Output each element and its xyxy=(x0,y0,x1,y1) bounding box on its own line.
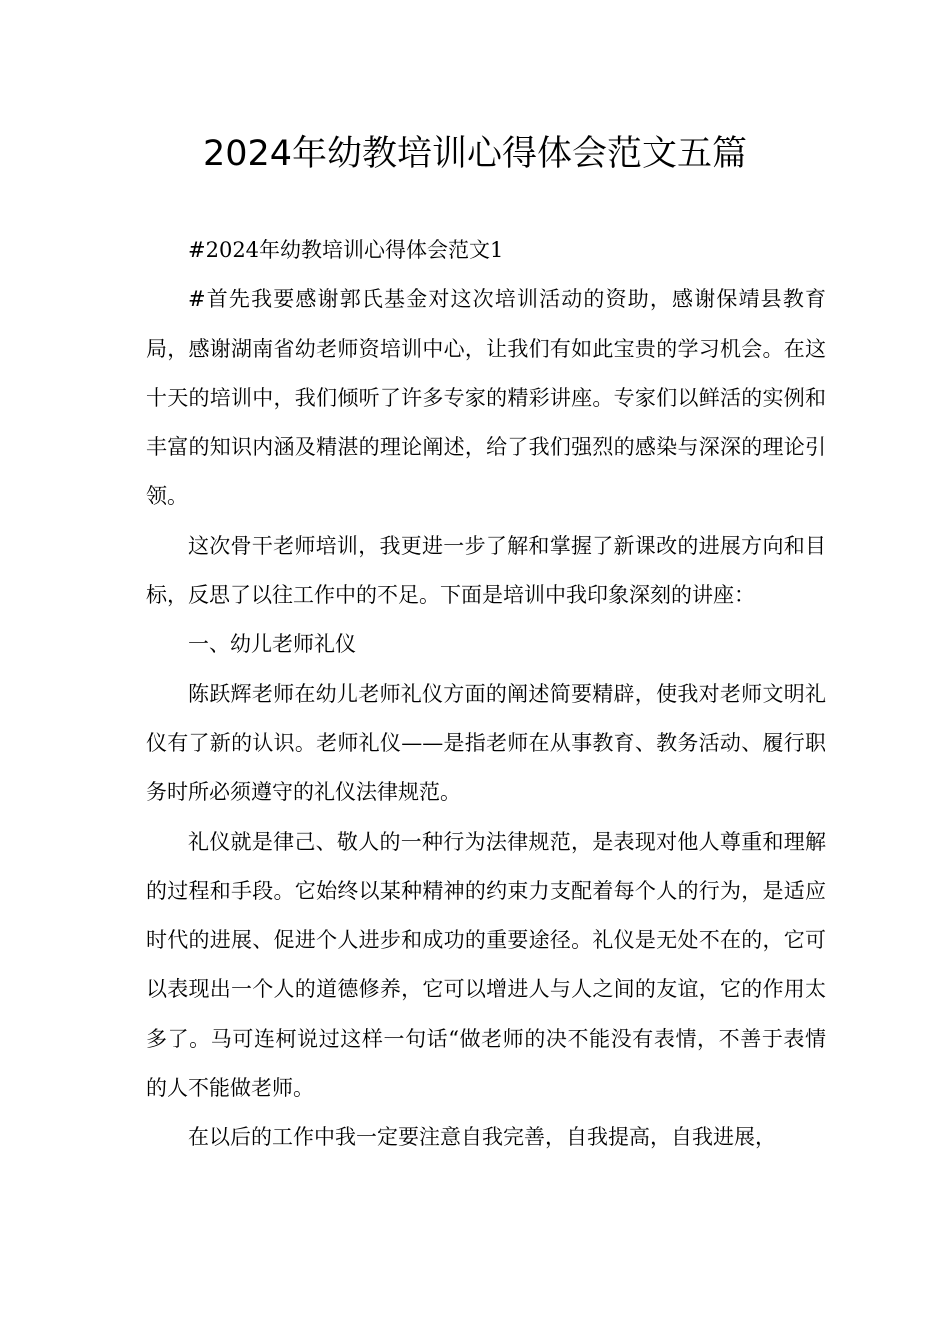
subheading: 一、幼儿老师礼仪 xyxy=(188,632,356,657)
section-heading: #2024年幼教培训心得体会范文1 xyxy=(188,238,504,262)
paragraph: #首先我要感谢郭氏基金对这次培训活动的资助，感谢保靖县教育局，感谢湖南省幼老师资培训中心，让我们有如此宝贵的学习机会。在这十天的培训中，我们倾听了许多专家的精彩讲座。专家们以鲜活的实例和丰富的知识内涵及精湛的理论阐述，给了我们强烈的感染与深深的理论引领。 xyxy=(146,287,826,509)
document-title: 2024年幼教培训心得体会范文五篇 xyxy=(202,134,748,174)
document-body xyxy=(146,226,826,1163)
paragraph: 这次骨干老师培训，我更进一步了解和掌握了新课改的进展方向和目标，反思了以往工作中的不足。下面是培训中我印象深刻的讲座： xyxy=(146,533,826,608)
paragraph: 陈跃辉老师在幼儿老师礼仪方面的阐述简要精辟，使我对老师文明礼仪有了新的认识。老师礼仪——是指老师在从事教育、教务活动、履行职务时所必须遵守的礼仪法律规范。 xyxy=(146,681,826,805)
paragraph: 在以后的工作中我一定要注意自我完善，自我提高，自我进展， xyxy=(188,1125,776,1150)
paragraph: 礼仪就是律己、敬人的一种行为法律规范，是表现对他人尊重和理解的过程和手段。它始终以某种精神的约束力支配着每个人的行为，是适应时代的进展、促进个人进步和成功的重要途径。礼仪是无处不在的，它可以表现出一个人的道德修养，它可以增进人与人之间的友谊，它的作用太多了。马可连柯说过这样一句话“做老师的决不能没有表情，不善于表情的人不能做老师。 xyxy=(146,829,826,1101)
